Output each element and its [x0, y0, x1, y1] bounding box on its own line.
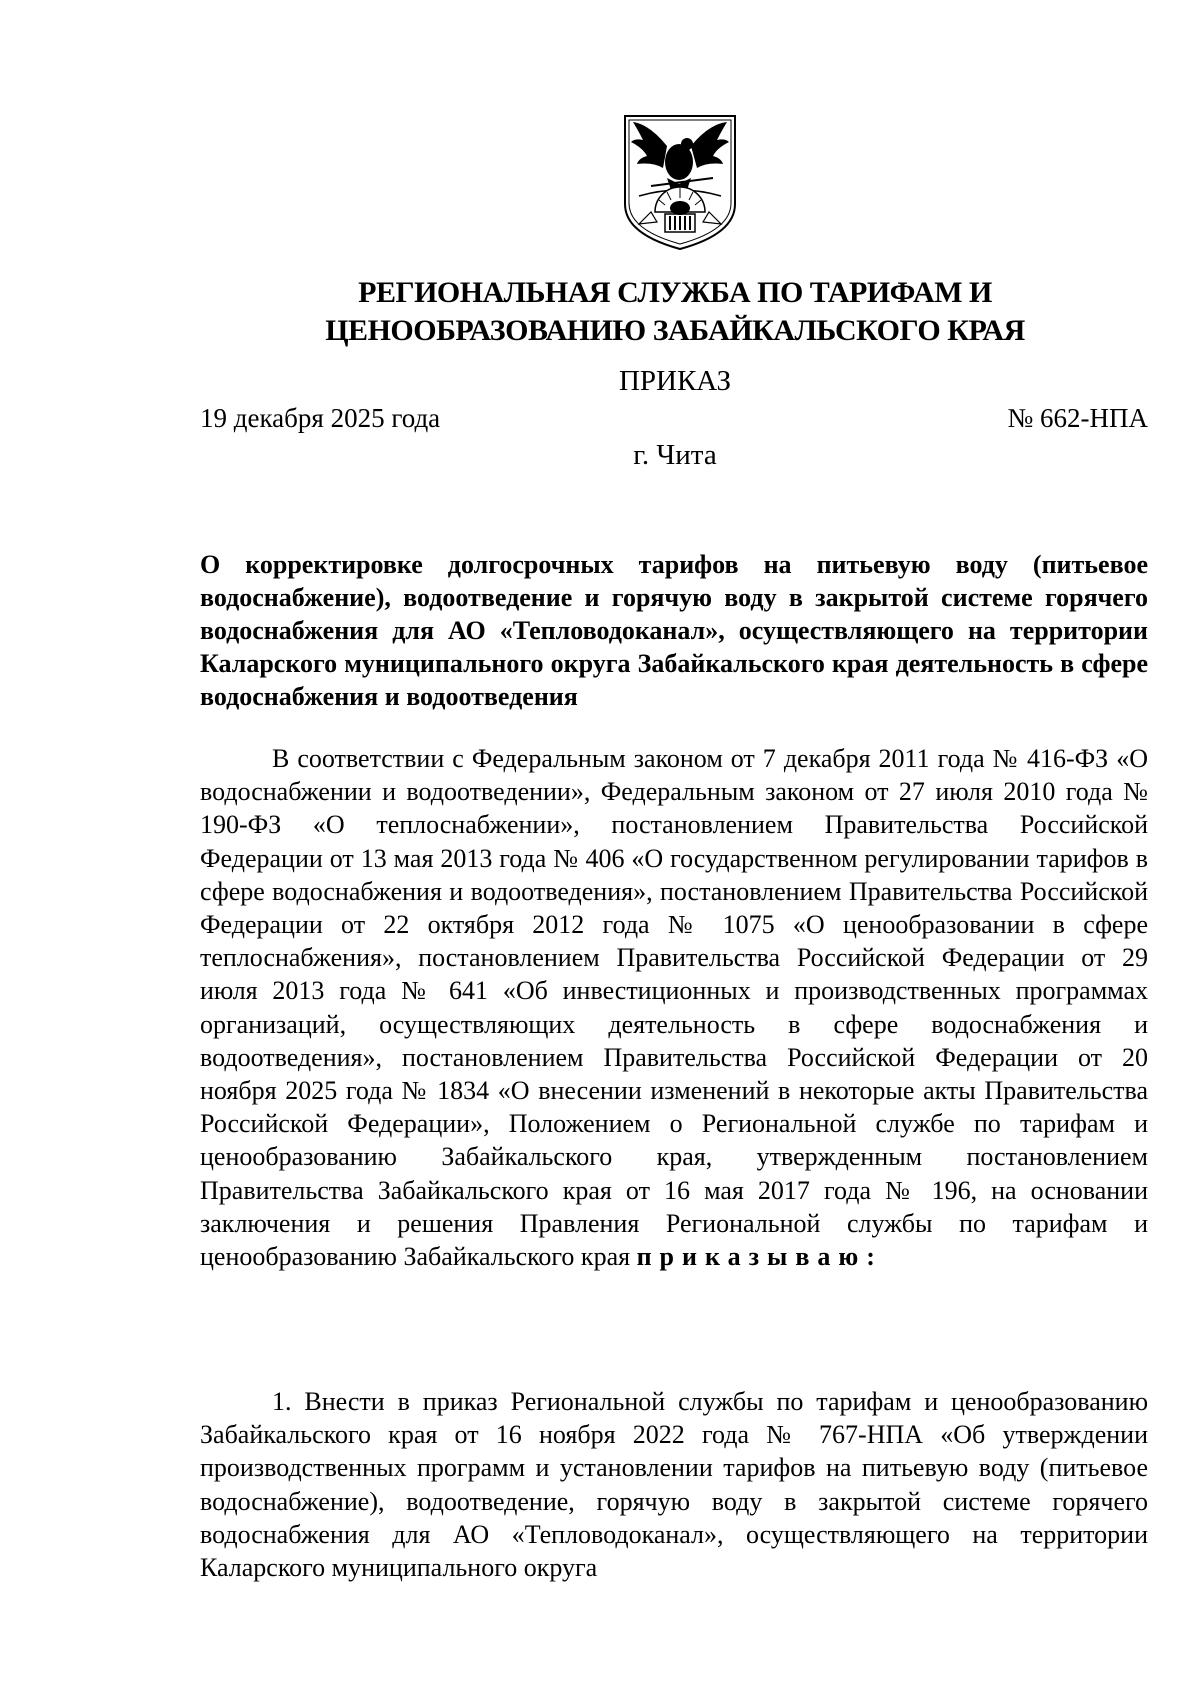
document-title: О корректировке долгосрочных тарифов на питьевую воду (питьевое водоснабжение), водоотведение и горячую воду в закрытой системе горячего водоснабжения для АО «Тепловодоканал», осуществляющего на территории Каларского муниципального округа Забайкальского края деятельность в сфере водоснабжения и водоотведения	[200, 550, 1148, 711]
organization-title	[200, 274, 1150, 350]
organization-title-line1: РЕГИОНАЛЬНАЯ СЛУЖБА ПО ТАРИФАМ И	[358, 276, 992, 309]
zabaykalsky-krai-coat-of-arms-icon	[617, 112, 743, 252]
preamble-paragraph	[200, 742, 1148, 1273]
document-date: 19 декабря 2025 года	[200, 403, 441, 433]
document-city: г. Чита	[633, 439, 717, 471]
document-type: ПРИКАЗ	[618, 365, 732, 397]
order-word: приказываю:	[636, 1242, 883, 1272]
order-item-1: 1. Внести в приказ Региональной службы по тарифам и ценообразованию Забайкальского края от 16 ноября 2022 года № 767-НПА «Об утверждении производственных программ и установлении тарифов на питьевую воду (питьевое водоснабжение), водоотведение, горячую воду в закрытой системе горячего водоснабжения для АО «Тепловодоканал», осуществляющего на территории Каларского муниципального округа	[200, 1387, 1148, 1583]
preamble-text: В соответствии с Федеральным законом от 7 декабря 2011 года № 416-ФЗ «О водоснабжении и водоотведении», Федеральным законом от 27 июля 2010 года № 190-ФЗ «О теплоснабжении», постановлением Правительства Российской Федерации от 13 мая 2013 года № 406 «О государственном регулировании тарифов в сфере водоснабжения и водоотведения», постановлением Правительства Российской Федерации от 22 октября 2012 года № 1075 «О ценообразовании в сфере теплоснабжения», постановлением Правительства Российской Федерации от 29 июля 2013 года № 641 «Об инвестиционных и производственных программах организаций, осуществляющих деятельность в сфере водоснабжения и водоотведения», постановлением Правительства Российской Федерации от 20 ноября 2025 года № 1834 «О внесении изменений в некоторые акты Правительства Российской Федерации», Положением о Региональной службе по тарифам и ценообразованию Забайкальского края, утвержденным постановлением Правительства Забайкальского края от 16 мая 2017 года № 196, на основании заключения и решения Правления Региональной службы по тарифам и ценообразованию Забайкальского края	[200, 744, 1148, 1272]
organization-title-line2: ЦЕНООБРАЗОВАНИЮ ЗАБАЙКАЛЬСКОГО КРАЯ	[325, 314, 1025, 347]
document-number: № 662-НПА	[1007, 403, 1148, 433]
